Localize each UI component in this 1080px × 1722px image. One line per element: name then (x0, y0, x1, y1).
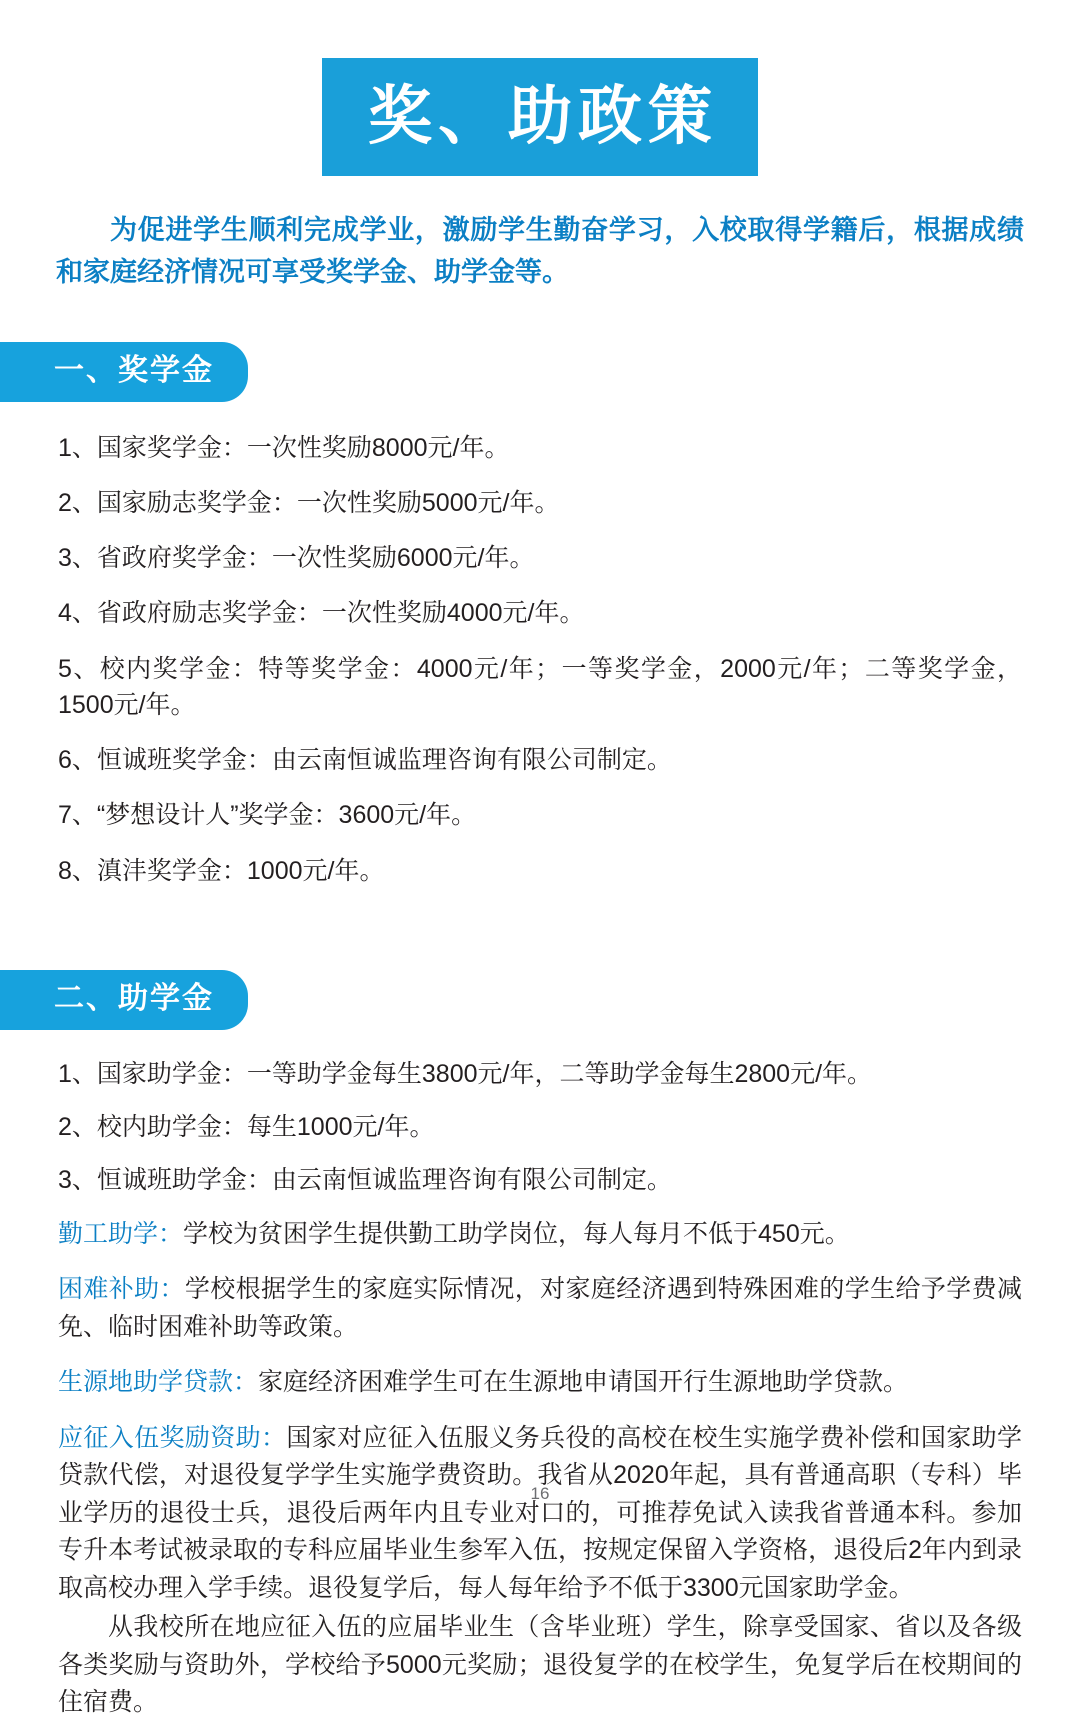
section-heading-scholarship: 一、奖学金 (0, 342, 248, 402)
intro-paragraph: 为促进学生顺利完成学业，激励学生勤奋学习，入校取得学籍后，根据成绩和家庭经济情况可享受奖学金、助学金等。 (56, 215, 1024, 287)
named-item-work-study (58, 1216, 1022, 1254)
named-item-label: 勤工助学： (58, 1219, 184, 1248)
list-item: 3、省政府奖学金：一次性奖励6000元/年。 (58, 544, 535, 573)
page-title: 奖、助政策 (322, 58, 758, 176)
named-item-label: 应征入伍奖励资助： (58, 1423, 287, 1452)
list-item: 2、校内助学金：每生1000元/年。 (58, 1113, 435, 1142)
list-item: 6、恒诚班奖学金：由云南恒诚监理咨询有限公司制定。 (58, 746, 672, 775)
scholarship-list (52, 430, 1028, 889)
named-item-text: 国家对应征入伍服义务兵役的高校在校生实施学费补偿和国家助学贷款代偿，对退役复学学生实施学费资助。我省从2020年起，具有普通高职（专科）毕业学历的退役士兵，退役后两年内且专业对口的，可推荐免试入读我省普通本科。参加专升本考试被录取的专科应届毕业生参军入伍，按规定保留入学资格，退役后2年内到录取高校办理入学手续。退役复学后，每人每年给予不低于3300元国家助学金。 (58, 1423, 1022, 1602)
list-item: 4、省政府励志奖学金：一次性奖励4000元/年。 (58, 599, 585, 628)
list-item: 2、国家励志奖学金：一次性奖励5000元/年。 (58, 488, 560, 517)
named-item-text-second-paragraph: 从我校所在地应征入伍的应届毕业生（含毕业班）学生，除享受国家、省以及各级各类奖励与资助外，学校给予5000元奖励；退役复学的在校学生，免复学后在校期间的住宿费。 (58, 1613, 1022, 1717)
section-heading-grant: 二、助学金 (0, 970, 248, 1030)
named-item-hardship-subsidy (58, 1271, 1022, 1346)
named-item-label: 困难补助： (58, 1275, 185, 1304)
named-item-label: 生源地助学贷款： (58, 1368, 259, 1397)
named-item-student-loan (58, 1364, 1022, 1402)
grant-list (52, 1056, 1028, 1722)
list-item: 5、校内奖学金：特等奖学金：4000元/年；一等奖学金，2000元/年；二等奖学金，1500元/年。 (58, 654, 1022, 719)
list-item: 8、滇沣奖学金：1000元/年。 (58, 856, 385, 885)
named-item-military-enlistment (58, 1420, 1022, 1722)
named-item-text: 学校根据学生的家庭实际情况，对家庭经济遇到特殊困难的学生给予学费减免、临时困难补助等政策。 (58, 1275, 1022, 1341)
named-item-text: 学校为贫困学生提供勤工助学岗位，每人每月不低于450元。 (183, 1219, 850, 1248)
title-banner-container (52, 0, 1028, 176)
list-item: 1、国家奖学金：一次性奖励8000元/年。 (58, 433, 510, 462)
list-item: 3、恒诚班助学金：由云南恒诚监理咨询有限公司制定。 (58, 1166, 672, 1195)
list-item: 7、“梦想设计人”奖学金：3600元/年。 (58, 801, 477, 830)
list-item: 1、国家助学金：一等助学金每生3800元/年，二等助学金每生2800元/年。 (58, 1059, 873, 1088)
named-item-text: 家庭经济困难学生可在生源地申请国开行生源地助学贷款。 (258, 1368, 909, 1397)
page-number: 16 (530, 1484, 550, 1503)
